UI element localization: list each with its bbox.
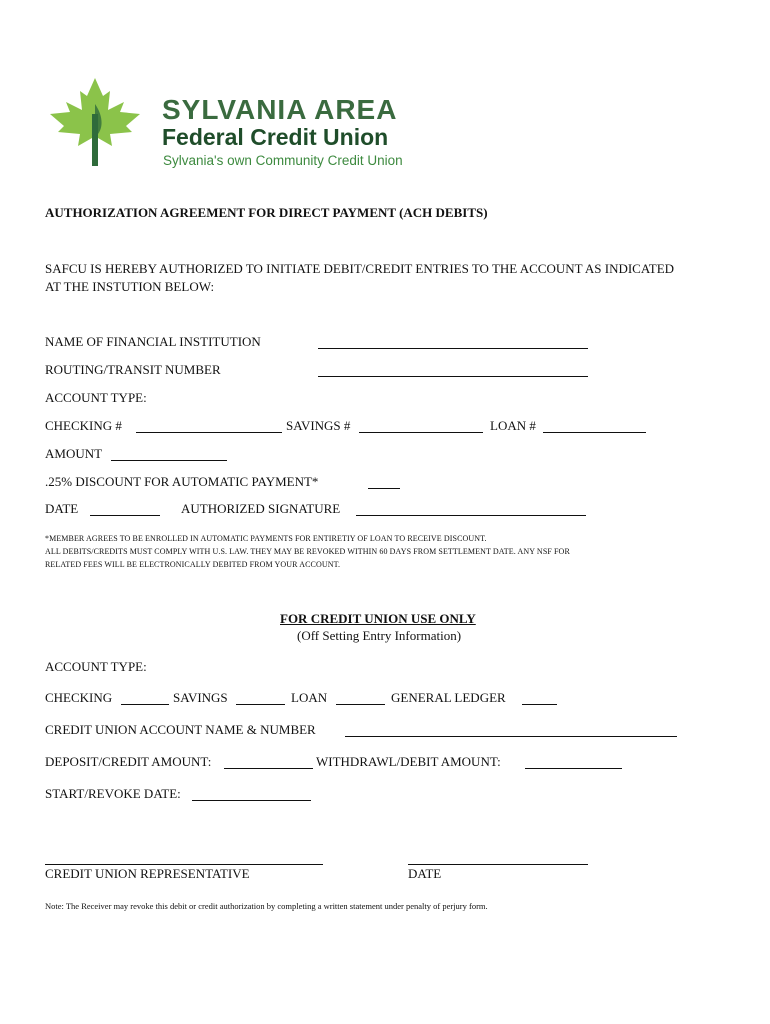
- cu-start-revoke-label: START/REVOKE DATE:: [45, 786, 181, 801]
- cu-start-revoke-input[interactable]: [192, 786, 311, 801]
- intro-line2: AT THE INSTUTION BELOW:: [45, 279, 215, 294]
- cu-checking-label: CHECKING: [45, 690, 113, 705]
- cu-use-subheading: (Off Setting Entry Information): [297, 628, 462, 643]
- footer-note: Note: The Receiver may revoke this debit or credit authorization by completing a written statement under penalty of perjury form.: [45, 901, 488, 911]
- savings-label: SAVINGS #: [286, 418, 351, 433]
- logo-line2: Federal Credit Union: [162, 124, 389, 150]
- logo-line1: SYLVANIA AREA: [162, 94, 398, 125]
- cu-withdrawl-input[interactable]: [525, 754, 622, 769]
- routing-input[interactable]: [318, 362, 588, 377]
- cu-loan-label: LOAN: [291, 690, 328, 705]
- discount-input[interactable]: [368, 474, 400, 489]
- amount-label: AMOUNT: [45, 446, 103, 461]
- cu-withdrawl-label: WITHDRAWL/DEBIT AMOUNT:: [316, 754, 501, 769]
- cu-general-ledger-input[interactable]: [522, 690, 557, 705]
- cu-use-heading: FOR CREDIT UNION USE ONLY: [280, 611, 476, 626]
- representative-line[interactable]: [45, 850, 323, 865]
- logo: [40, 74, 450, 174]
- loan-label: LOAN #: [490, 418, 536, 433]
- rep-date-label: DATE: [408, 866, 442, 881]
- rep-date-line[interactable]: [408, 850, 588, 865]
- cu-account-name-label: CREDIT UNION ACCOUNT NAME & NUMBER: [45, 722, 316, 737]
- account-type-label: ACCOUNT TYPE:: [45, 390, 147, 405]
- cu-general-ledger-label: GENERAL LEDGER: [391, 690, 506, 705]
- loan-input[interactable]: [543, 418, 646, 433]
- discount-label: .25% DISCOUNT FOR AUTOMATIC PAYMENT*: [45, 474, 319, 489]
- institution-input[interactable]: [318, 334, 588, 349]
- cu-account-type-label: ACCOUNT TYPE:: [45, 659, 147, 674]
- signature-label: AUTHORIZED SIGNATURE: [181, 501, 341, 516]
- cu-account-name-input[interactable]: [345, 722, 677, 737]
- institution-label: NAME OF FINANCIAL INSTITUTION: [45, 334, 261, 349]
- form-title: AUTHORIZATION AGREEMENT FOR DIRECT PAYMENT (ACH DEBITS): [45, 205, 488, 220]
- cu-loan-input[interactable]: [336, 690, 385, 705]
- fine-print-line2: ALL DEBITS/CREDITS MUST COMPLY WITH U.S. LAW. THEY MAY BE REVOKED WITHIN 60 DAYS FROM SETTLEMENT DATE. ANY NSF FOR: [45, 547, 570, 556]
- date-label: DATE: [45, 501, 79, 516]
- cu-savings-label: SAVINGS: [173, 690, 228, 705]
- cu-deposit-input[interactable]: [224, 754, 313, 769]
- checking-input[interactable]: [136, 418, 282, 433]
- cu-deposit-label: DEPOSIT/CREDIT AMOUNT:: [45, 754, 212, 769]
- amount-input[interactable]: [111, 446, 227, 461]
- representative-label: CREDIT UNION REPRESENTATIVE: [45, 866, 250, 881]
- savings-input[interactable]: [359, 418, 483, 433]
- fine-print-line1: *MEMBER AGREES TO BE ENROLLED IN AUTOMATIC PAYMENTS FOR ENTIRETIY OF LOAN TO RECEIVE DISCOUNT.: [45, 534, 487, 543]
- routing-label: ROUTING/TRANSIT NUMBER: [45, 362, 221, 377]
- date-input[interactable]: [90, 501, 160, 516]
- cu-checking-input[interactable]: [121, 690, 169, 705]
- signature-input[interactable]: [356, 501, 586, 516]
- cu-savings-input[interactable]: [236, 690, 285, 705]
- fine-print-line3: RELATED FEES WILL BE ELECTRONICALLY DEBITED FROM YOUR ACCOUNT.: [45, 560, 341, 569]
- maple-leaf-icon: [40, 74, 150, 170]
- checking-label: CHECKING #: [45, 418, 122, 433]
- intro-line1: SAFCU IS HEREBY AUTHORIZED TO INITIATE DEBIT/CREDIT ENTRIES TO THE ACCOUNT AS INDICATED: [45, 261, 675, 276]
- logo-line3: Sylvania's own Community Credit Union: [163, 153, 403, 168]
